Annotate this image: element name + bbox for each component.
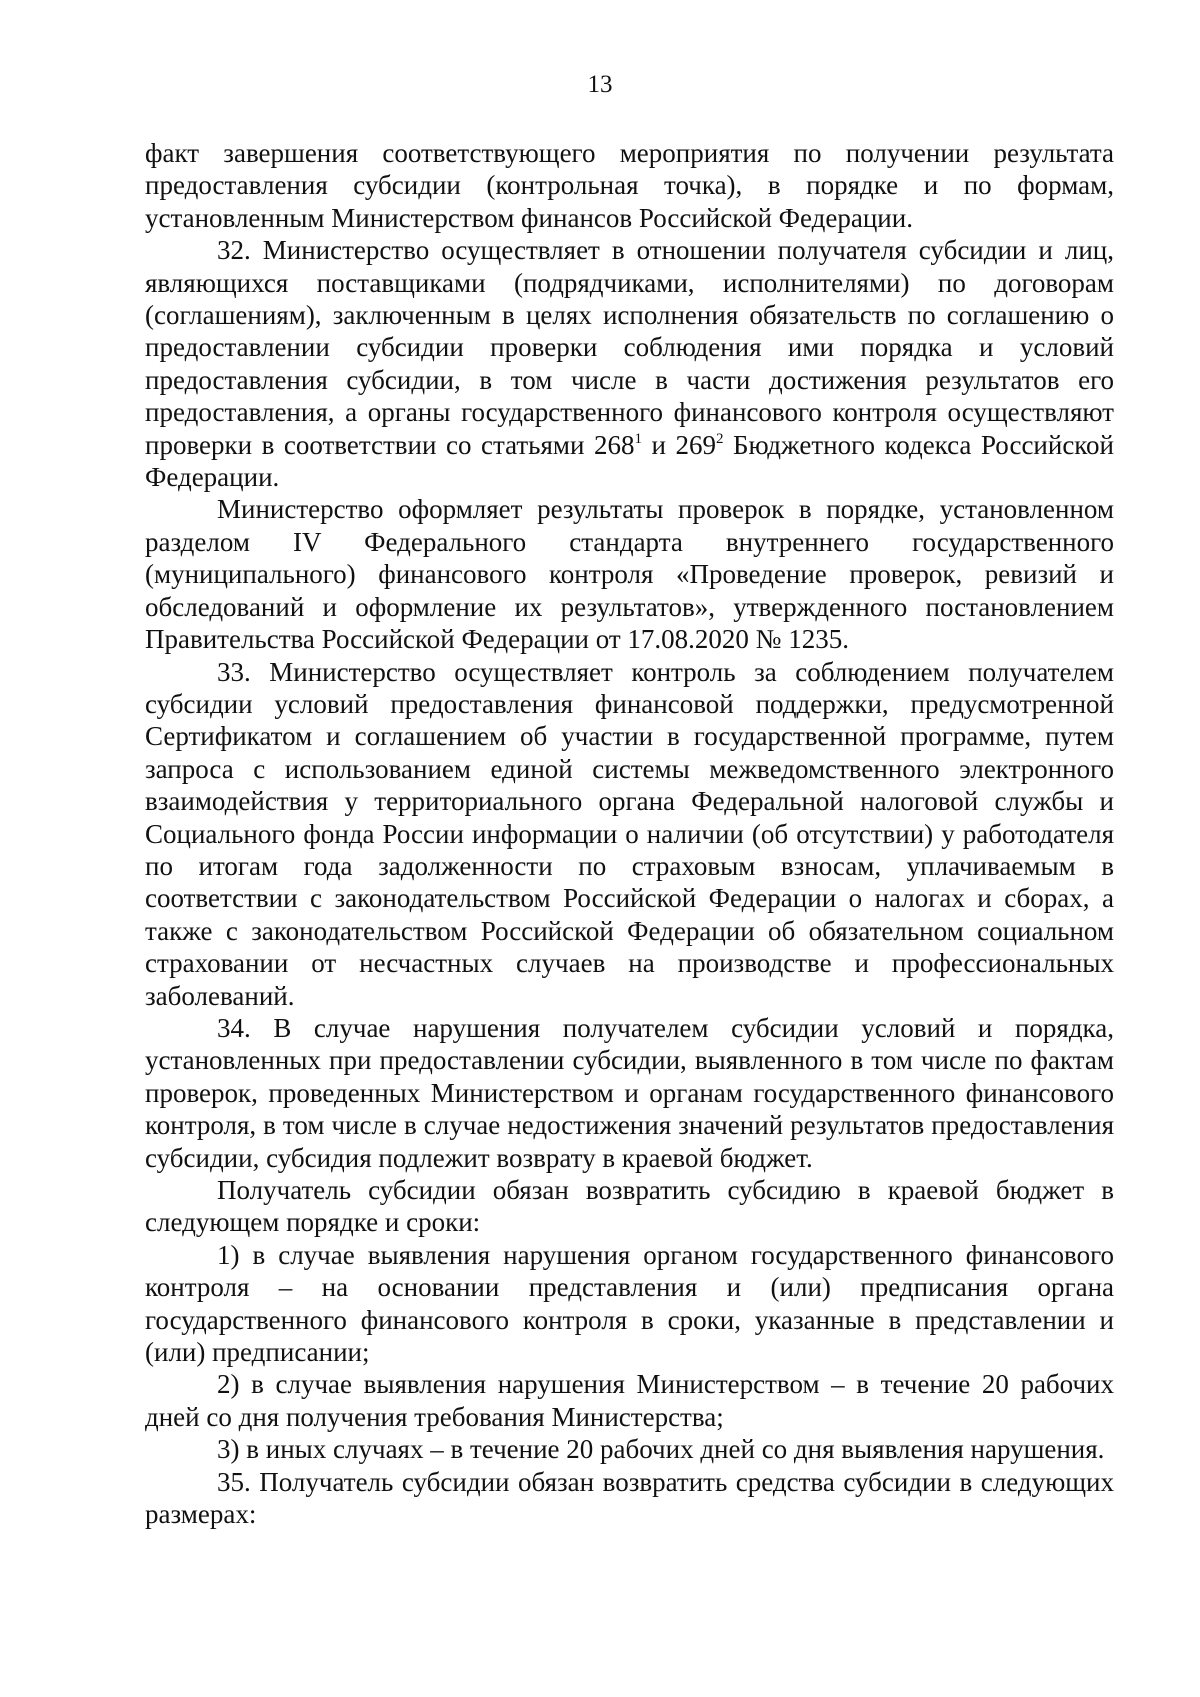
paragraph-item-34: 34. В случае нарушения получателем субсидии условий и порядка, установленных при предоставлении субсидии, выявленного в том числе по фактам проверок, проведенных Министерством и органам государственного финансового контроля, в том числе в случае недостижения значений результатов предоставления субсидии, субсидия подлежит возврату в краевой бюджет. xyxy=(145,1012,1114,1173)
paragraph-item-32-text-cont: и 269 xyxy=(641,429,716,460)
paragraph-item-35: 35. Получатель субсидии обязан возвратить средства субсидии в следующих размерах: xyxy=(145,1466,1114,1530)
document-body xyxy=(145,137,1114,1530)
paragraph-inspection-results: Министерство оформляет результаты проверок в порядке, установленном разделом IV Федерального стандарта внутреннего государственного (муниципального) финансового контроля «Проведение проверок, ревизий и обследований и оформление их результатов», утвержденного постановлением Правительства Российской Федерации от 17.08.2020 № 1235. xyxy=(145,494,1114,655)
paragraph-item-33: 33. Министерство осуществляет контроль за соблюдением получателем субсидии условий предоставления финансовой поддержки, предусмотренной Сертификатом и соглашением об участии в государственной программе, путем запроса с использованием единой системы межведомственного электронного взаимодействия у территориального органа Федеральной налоговой службы и Социального фонда России информации о наличии (об отсутствии) у работодателя по итогам года задолженности по страховым взносам, уплачиваемым в соответствии с законодательством Российской Федерации о налогах и сборах, а также с законодательством Российской Федерации об обязательном социальном страховании от несчастных случаев на производстве и профессиональных заболеваний. xyxy=(145,656,1114,1011)
list-item-1: 1) в случае выявления нарушения органом государственного финансового контроля – на основании представления и (или) предписания органа государственного финансового контроля в сроки, указанные в представлении и (или) предписании; xyxy=(145,1239,1114,1368)
paragraph-item-32-text-end: Бюджетного кодекса Российской Федерации. xyxy=(145,429,1115,493)
list-item-2: 2) в случае выявления нарушения Министерством – в течение 20 рабочих дней со дня получения требования Министерства; xyxy=(145,1369,1114,1432)
paragraph-item-32-text: 32. Министерство осуществляет в отношении получателя субсидии и лиц, являющихся поставщиками (подрядчиками, исполнителями) по договорам (соглашениям), заключенным в целях исполнения обязательств по соглашению о предоставлении субсидии проверки соблюдения ими порядка и условий предоставления субсидии, в том числе в части достижения результатов его предоставления, а органы государственного финансового контроля осуществляют проверки в соответствии со статьями 268 xyxy=(145,235,1114,460)
superscript-1: 1 xyxy=(634,430,642,447)
paragraph-item-32 xyxy=(145,234,1114,493)
list-item-3: 3) в иных случаях – в течение 20 рабочих дней со дня выявления нарушения. xyxy=(217,1434,1105,1465)
superscript-2: 2 xyxy=(715,430,724,447)
paragraph-return-order: Получатель субсидии обязан возвратить субсидию в краевой бюджет в следующем порядке и сроки: xyxy=(145,1175,1114,1238)
paragraph-continuation: факт завершения соответствующего мероприятия по получении результата предоставления субсидии (контрольная точка), в порядке и по формам, установленным Министерством финансов Российской Федерации. xyxy=(145,138,1114,233)
page-number: 13 xyxy=(587,71,613,98)
